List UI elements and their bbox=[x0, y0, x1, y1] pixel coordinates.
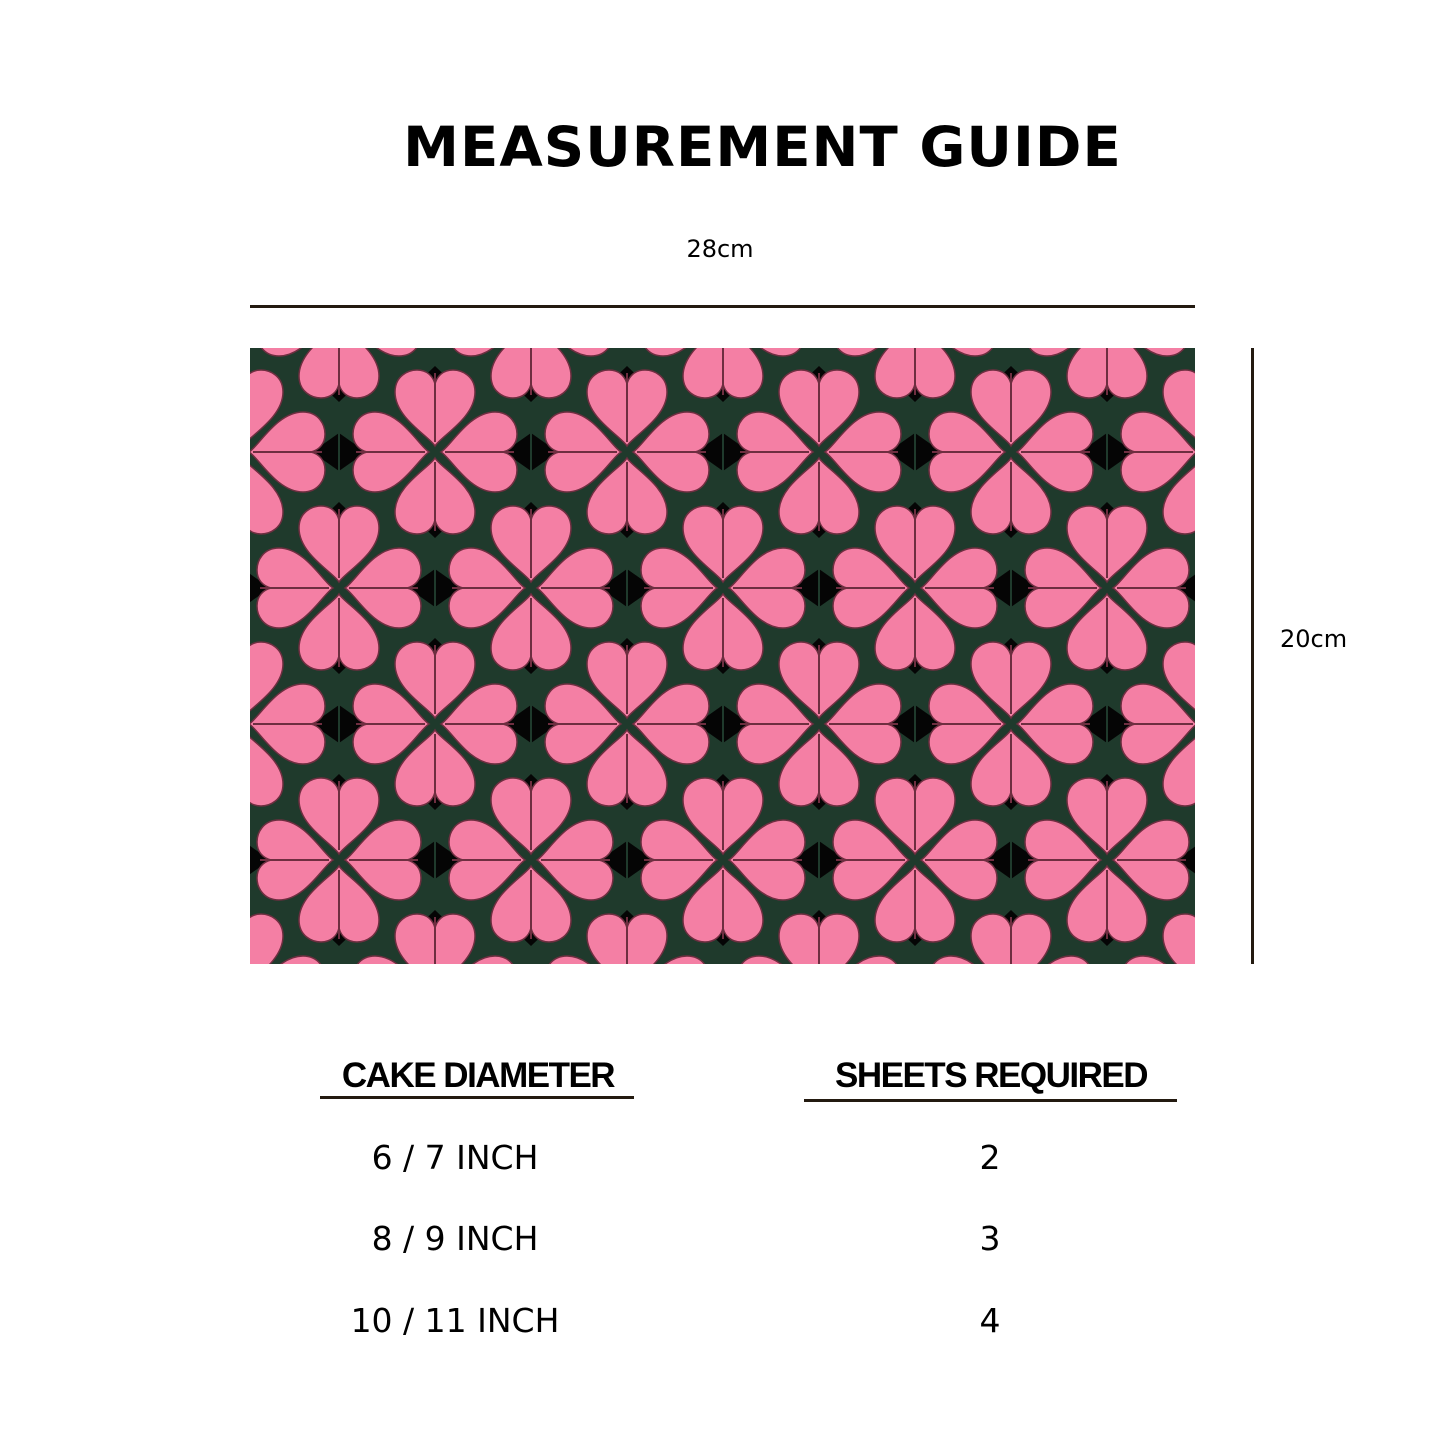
page-title: MEASUREMENT GUIDE bbox=[403, 115, 1122, 179]
height-dimension-label: 20cm bbox=[1280, 625, 1348, 653]
width-dimension-line bbox=[250, 305, 1195, 308]
sheets-required-underline bbox=[804, 1099, 1177, 1102]
cake-diameter-header: CAKE DIAMETER bbox=[341, 1056, 615, 1095]
width-dimension-label: 28cm bbox=[686, 235, 754, 263]
table-row-diameter: 6 / 7 INCH bbox=[371, 1138, 539, 1177]
table-row-diameter: 10 / 11 INCH bbox=[350, 1301, 560, 1340]
table-row-sheets: 3 bbox=[979, 1219, 1001, 1258]
sheets-required-header: SHEETS REQUIRED bbox=[835, 1056, 1147, 1095]
flower-pattern-graphic bbox=[250, 348, 1195, 964]
table-row-sheets: 2 bbox=[979, 1138, 1001, 1177]
height-dimension-line bbox=[1251, 348, 1254, 964]
table-row-sheets: 4 bbox=[979, 1301, 1001, 1340]
cake-diameter-underline bbox=[320, 1096, 634, 1099]
sheet-pattern-preview bbox=[250, 348, 1195, 964]
table-row-diameter: 8 / 9 INCH bbox=[371, 1219, 539, 1258]
